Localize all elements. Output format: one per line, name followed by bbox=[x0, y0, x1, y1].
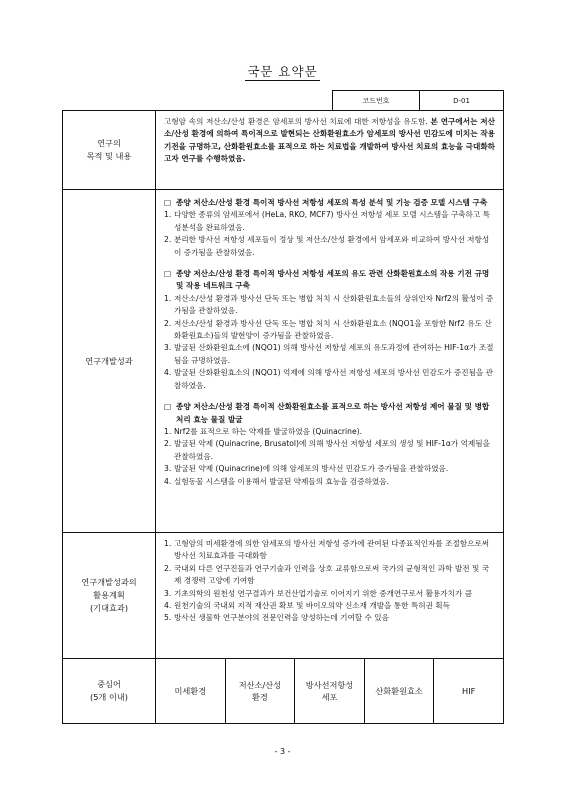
list-item bbox=[164, 367, 495, 392]
keywords-row bbox=[63, 659, 503, 723]
keyword-cell: 산화환원효소 bbox=[365, 659, 435, 723]
purpose-row bbox=[63, 111, 503, 190]
item-text: 발굴된 약제 (Quinacrine, Brusatol)에 의해 방사선 저항성 세포의 생성 및 HIF-1α가 억제됨을 관찰하였음. bbox=[174, 439, 490, 461]
item-number: 5. bbox=[164, 613, 172, 623]
section-heading bbox=[164, 197, 495, 209]
keyword-cell: 미세환경 bbox=[156, 659, 226, 723]
list-item bbox=[164, 318, 495, 343]
development-content bbox=[156, 190, 503, 532]
item-number: 3. bbox=[164, 464, 172, 474]
item-text: 발굴된 약제 (Quinacrine)에 의해 암세포의 방사선 민감도가 증가됨을 관찰하였음. bbox=[174, 464, 449, 474]
purpose-content bbox=[156, 111, 503, 189]
list-item bbox=[164, 293, 495, 318]
item-number: 2. bbox=[164, 235, 172, 245]
item-text: 다양한 종류의 암세포에서 (HeLa, RKO, MCF7) 방사선 저항성 세포 모델 시스템을 구축하고 특성분석을 완료하였음. bbox=[174, 210, 490, 232]
item-text: 원천기술의 국내외 지적 재산권 확보 및 바이오의약 신소재 개발을 통한 특허권 획득 bbox=[174, 601, 450, 611]
page-number: - 3 - bbox=[274, 747, 291, 756]
item-number: 1. bbox=[164, 426, 172, 436]
development-section bbox=[164, 401, 495, 488]
development-row bbox=[63, 190, 503, 533]
item-text: 실험동물 시스템을 이용해서 발굴된 약제들의 효능을 검증하였음. bbox=[174, 476, 389, 486]
list-item bbox=[164, 463, 495, 475]
keyword-cell: 저산소/산성 환경 bbox=[226, 659, 296, 723]
item-text: Nrf2를 표적으로 하는 약제를 발굴하였음 (Quinacrine). bbox=[174, 426, 363, 436]
item-text: 국내외 다른 연구진들과 연구기술과 인력을 상호 교류함으로써 국가의 균형적인 과학 발전 및 국제 경쟁력 고양에 기여함 bbox=[174, 563, 490, 586]
list-item bbox=[164, 588, 495, 600]
item-number: 2. bbox=[164, 563, 172, 573]
section-title: 종양 저산소/산성 환경 특이적 방사선 저항성 세포의 유도 관련 산화환원효소의 작용 기전 규명 및 작용 네트워크 구축 bbox=[176, 269, 490, 291]
item-number: 1. bbox=[164, 293, 172, 303]
summary-table bbox=[62, 110, 504, 724]
section-heading bbox=[164, 401, 495, 426]
development-label: 연구개발성과 bbox=[63, 190, 156, 532]
utilization-content bbox=[156, 533, 503, 658]
item-text: 저산소/산성 환경과 방사선 단독 또는 병합 처치 시 산화환원효소 (NQO1을 포함한 Nrf2 유도 산화환원효소)들의 발현양이 증가됨을 관찰하였음. bbox=[174, 318, 492, 341]
list-item bbox=[164, 612, 495, 624]
item-text: 저산소/산성 환경과 방사선 단독 또는 병합 처치 시 산화환원효소들의 상위인자 Nrf2의 활성이 증가됨을 관찰하였음. bbox=[174, 293, 494, 316]
code-number-value: D-01 bbox=[453, 97, 470, 105]
checkbox-icon: □ bbox=[164, 269, 172, 279]
development-section bbox=[164, 197, 495, 259]
purpose-label: 연구의 목적 및 내용 bbox=[63, 111, 156, 189]
purpose-text-bold: 본 연구에서는 저산소/산성 환경에 의하여 특이적으로 발현되는 산화환원효소가 암세포의 방사선 민감도에 미치는 작용 기전을 규명하고, 산화환원효소를 표적으로 하는 치료법을 개발하여 방사선 치료의 효능을 극대화하고자 연구를 수행하였음. bbox=[164, 117, 495, 164]
list-item bbox=[164, 563, 495, 588]
list-item bbox=[164, 342, 495, 367]
item-text: 방사선 생물학 연구분야의 전문인력을 양성하는데 기여할 수 있음 bbox=[174, 613, 389, 623]
checkbox-icon: □ bbox=[164, 198, 172, 207]
code-number-label: 코드번호 bbox=[333, 91, 420, 111]
list-item bbox=[164, 600, 495, 612]
checkbox-icon: □ bbox=[164, 402, 172, 412]
item-number: 4. bbox=[164, 601, 172, 611]
item-text: 고형암의 미세환경에 의한 암세포의 방사선 저항성 증가에 관여된 다종표적인자를 조절함으로써 방사선 치료효과를 극대화함 bbox=[174, 539, 490, 561]
development-section bbox=[164, 268, 495, 392]
item-number: 4. bbox=[164, 368, 172, 378]
section-title: 종양 저산소/산성 환경 특이적 방사선 저항성 세포의 특성 분석 및 기능 검증 모델 시스템 구축 bbox=[176, 198, 488, 207]
keyword-cell: 방사선저항성 세포 bbox=[295, 659, 365, 723]
list-item bbox=[164, 426, 495, 438]
item-number: 3. bbox=[164, 588, 172, 598]
item-number: 1. bbox=[164, 539, 172, 548]
item-number: 1. bbox=[164, 210, 172, 220]
section-title: 종양 저산소/산성 환경 특이적 산화환원효소를 표적으로 하는 방사선 저항성 제어 물질 및 병합처리 효능 물질 발굴 bbox=[176, 402, 490, 424]
item-text: 기초의학의 원천성 연구결과가 보건산업기술로 이어지기 위한 중개연구로서 활용가치가 큼 bbox=[174, 588, 473, 598]
purpose-text: 고형암 속의 저산소/산성 환경은 암세포의 방사선 치료에 대한 저항성을 유도함. bbox=[164, 117, 431, 126]
keyword-cell: HIF bbox=[462, 686, 476, 696]
keywords-label: 중심어 (5개 이내) bbox=[63, 659, 156, 723]
item-text: 분리한 방사선 저항성 세포들이 정상 및 저산소/산성 환경에서 암세포와 비교하여 방사선 저항성이 증가됨을 관찰하였음. bbox=[174, 235, 490, 257]
item-text: 발굴된 산화환원효소에 (NQO1) 의해 방사선 저항성 세포의 유도과정에 관여하는 HIF-1α가 조절됨을 규명하였음. bbox=[174, 343, 494, 365]
list-item bbox=[164, 234, 495, 259]
item-number: 3. bbox=[164, 343, 172, 353]
list-item bbox=[164, 438, 495, 463]
list-item bbox=[164, 476, 495, 488]
item-number: 2. bbox=[164, 439, 172, 449]
list-item bbox=[164, 538, 495, 563]
item-text: 발굴된 산화환원효소의 (NQO1) 억제에 의해 방사선 저항성 세포의 방사선 민감도가 증진됨을 관찰하였음. bbox=[174, 368, 494, 390]
utilization-row bbox=[63, 533, 503, 659]
section-heading bbox=[164, 268, 495, 293]
item-number: 2. bbox=[164, 318, 172, 328]
utilization-label: 연구개발성과의 활용계획 (기대효과) bbox=[63, 533, 156, 658]
document-title: 국문 요약문 bbox=[247, 64, 318, 79]
code-number-table bbox=[332, 90, 504, 111]
item-number: 4. bbox=[164, 476, 172, 486]
list-item bbox=[164, 209, 495, 234]
